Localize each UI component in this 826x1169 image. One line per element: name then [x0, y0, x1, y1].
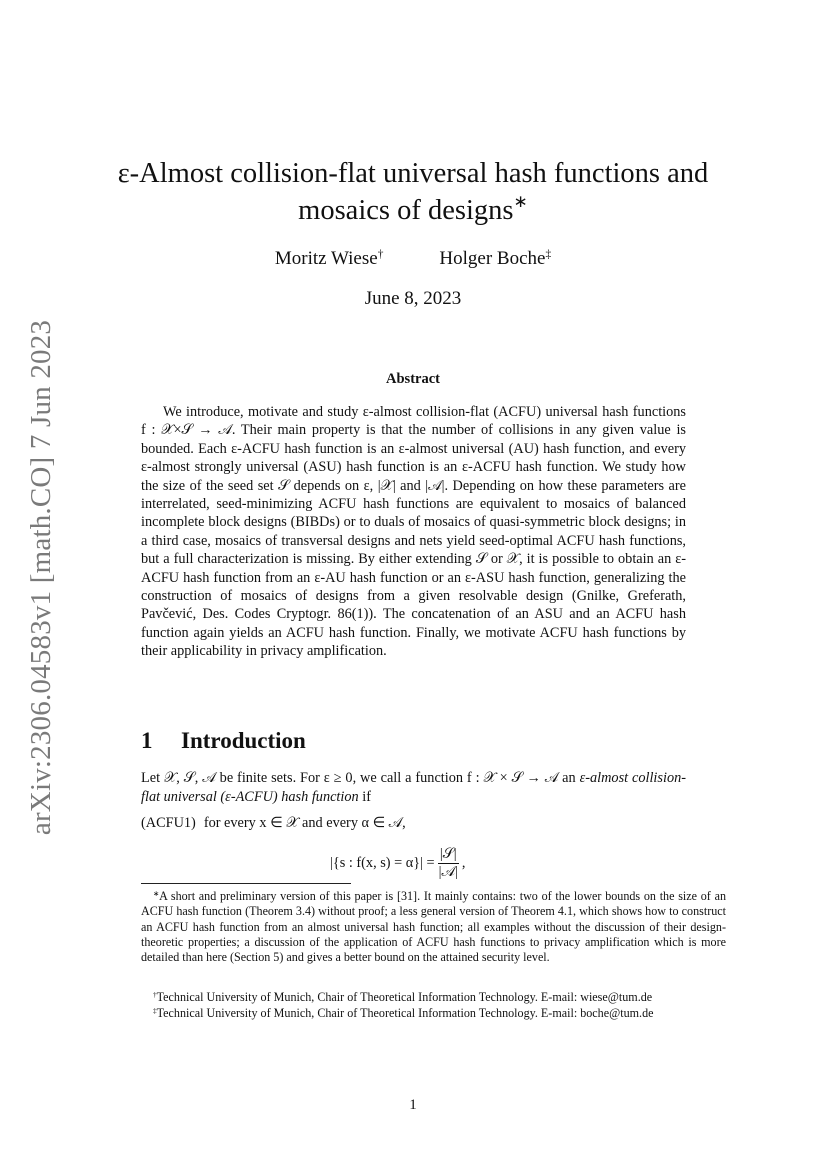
- fraction-numerator: |𝒮|: [439, 846, 457, 862]
- footnote-3-text: Technical University of Munich, Chair of Theoretical Information Technology. E-mail: boche@tum.de: [156, 1006, 654, 1020]
- arxiv-sidebar-stamp: [25, 319, 58, 836]
- arxiv-identifier: arXiv:2306.04583v1 [math.CO] 7 Jun 2023: [25, 319, 58, 836]
- acfu1-condition: [141, 815, 406, 832]
- author-1: [275, 248, 384, 270]
- author-1-name: Moritz Wiese: [274, 248, 378, 269]
- author-1-mark: †: [377, 248, 384, 261]
- footnote-1-text: A short and preliminary version of this paper is [31]. It mainly contains: two of the lower bounds on the size of an ACFU hash function (Theorem 3.4) without proof; a less general version of Theorem 4.1, which shows how to construct an ACFU hash function from an almost universal hash function; all examples without the discussion of their design-theoretic properties; a discussion of the application of ACFU hash functions to privacy amplification which is more detailed than here (Section 5) and gives a better bound on the attained security level.: [141, 889, 726, 965]
- footnote-2: [141, 990, 726, 1005]
- condition-text: for every x ∈ 𝒳 and every α ∈ 𝒜,: [203, 815, 406, 831]
- intro-paragraph: [141, 769, 686, 807]
- author-list: [110, 248, 716, 270]
- title-line-1: ε-Almost collision-flat universal hash functions and: [117, 158, 709, 189]
- page-number: 1: [409, 1097, 417, 1113]
- title-line-2-wrap: [110, 192, 716, 229]
- footnote-1-mark: ∗: [153, 890, 160, 899]
- equation-lhs: |{s : f(x, s) = α}| =: [330, 855, 435, 871]
- condition-label: (ACFU1): [141, 815, 196, 831]
- equation-fraction: [437, 846, 460, 881]
- equation-tail: ,: [461, 855, 466, 871]
- author-2-mark: ‡: [545, 248, 552, 261]
- intro-text-start: Let 𝒳, 𝒮, 𝒜 be finite sets. For ε ≥ 0, we call a function f : 𝒳 × 𝒮 → 𝒜 an: [141, 770, 576, 786]
- display-equation: [330, 846, 465, 881]
- section-number: 1: [141, 728, 153, 753]
- footnote-rule: [141, 883, 351, 884]
- fraction-denominator: |𝒜|: [438, 864, 458, 880]
- title-line-2: mosaics of designs: [298, 195, 514, 226]
- footnote-1: [141, 889, 726, 965]
- intro-defined-term: ε-almost collision-flat universal (ε-ACFU) hash function: [141, 770, 687, 805]
- footnote-2-mark: †: [153, 991, 157, 1000]
- footnote-3-mark: ‡: [153, 1007, 157, 1016]
- section-heading: [141, 728, 306, 754]
- title-footnote-mark: ∗: [513, 192, 528, 212]
- abstract-heading: Abstract: [386, 371, 440, 387]
- abstract-body: We introduce, motivate and study ε-almost collision-flat (ACFU) universal hash functions f : 𝒳×𝒮 → 𝒜. Their main property is that the number of collisions in any given value is bounded. Each ε-ACFU hash function is an ε-almost universal (AU) hash function, and every ε-almost strongly universal (ASU) hash function is an ε-ACFU hash function. We study how the size of the seed set 𝒮 depends on ε, |𝒳| and |𝒜|. Depending on how these parameters are interrelated, seed-minimizing ACFU hash functions are equivalent to mosaics of balanced incomplete block designs (BIBDs) or to duals of mosaics of quasi-symmetric block designs; in a third case, mosaics of transversal designs and nets yield seed-optimal ACFU hash functions, but a full characterization is missing. By either extending 𝒮 or 𝒳, it is possible to obtain an ε-ACFU hash function from an ε-AU hash function or an ε-ASU hash function, generalizing the construction of mosaics of designs from a given resolvable design (Gnilke, Greferath, Pavčević, Des. Codes Cryptogr. 86(1)). The concatenation of an ASU and an ACFU hash function again yields an ACFU hash function. Finally, we motivate ACFU hash functions by their applicability in privacy amplification.: [141, 404, 686, 660]
- intro-text-end: if: [362, 789, 371, 805]
- footnote-3: [141, 1006, 726, 1021]
- section-title: Introduction: [181, 728, 306, 753]
- footnote-2-text: Technical University of Munich, Chair of Theoretical Information Technology. E-mail: wiese@tum.de: [156, 990, 653, 1004]
- paper-title: [110, 155, 716, 229]
- author-2: [439, 248, 551, 270]
- publication-date: June 8, 2023: [364, 288, 462, 309]
- author-2-name: Holger Boche: [439, 248, 546, 269]
